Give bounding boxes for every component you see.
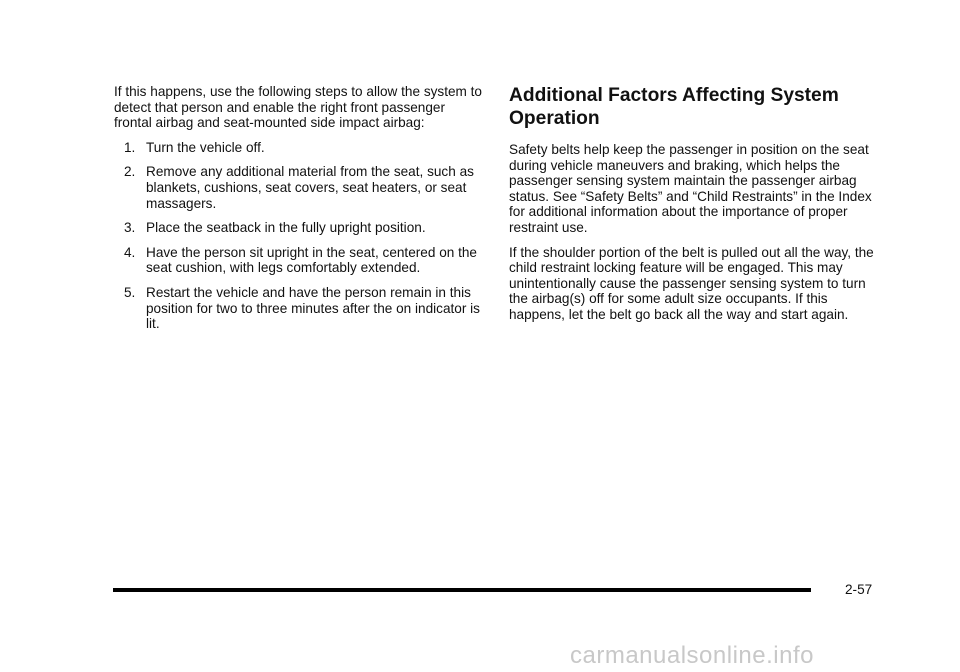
step-text: Restart the vehicle and have the person remain in this position for two to three minutes after the on indicator is lit. [146, 284, 480, 332]
intro-paragraph: If this happens, use the following steps to allow the system to detect that person and enable the right front passenger frontal airbag and seat-mounted side impact airbag: [114, 84, 482, 131]
body-paragraph: If the shoulder portion of the belt is pulled out all the way, the child restraint locking feature will be engaged. This may unintentionally cause the passenger sensing system to turn the airbag(s) off for some adult size occupants. If this happens, let the belt go back all the way and start again. [509, 244, 874, 322]
section-heading: Additional Factors Affecting System Operation [509, 85, 839, 129]
step-number: 1. [124, 139, 136, 155]
page-number: 2-57 [845, 582, 873, 597]
step-item [114, 220, 484, 236]
right-column [509, 84, 884, 332]
step-text: Have the person sit upright in the seat, centered on the seat cushion, with legs comfortably extended. [146, 244, 477, 276]
step-text: Turn the vehicle off. [146, 139, 265, 155]
step-item [114, 285, 484, 332]
watermark: carmanualsonline.info [570, 642, 814, 669]
step-item [114, 164, 484, 211]
body-paragraph: Safety belts help keep the passenger in position on the seat during vehicle maneuvers and braking, which helps the passenger sensing system maintain the passenger airbag status. See “Safety Belts” and “Child Restraints” in the Index for additional information about the importance of proper restraint use. [509, 142, 872, 235]
step-number: 3. [124, 220, 136, 236]
step-text: Place the seatback in the fully upright position. [146, 220, 426, 236]
footer-rule [113, 588, 811, 592]
step-item [114, 245, 484, 276]
step-item [114, 140, 484, 156]
step-text: Remove any additional material from the seat, such as blankets, cushions, seat covers, seat heaters, or seat massagers. [146, 164, 474, 211]
step-number: 4. [124, 244, 136, 260]
steps-list [114, 140, 484, 332]
step-number: 2. [124, 164, 136, 180]
step-number: 5. [124, 284, 136, 300]
left-column [114, 84, 484, 341]
